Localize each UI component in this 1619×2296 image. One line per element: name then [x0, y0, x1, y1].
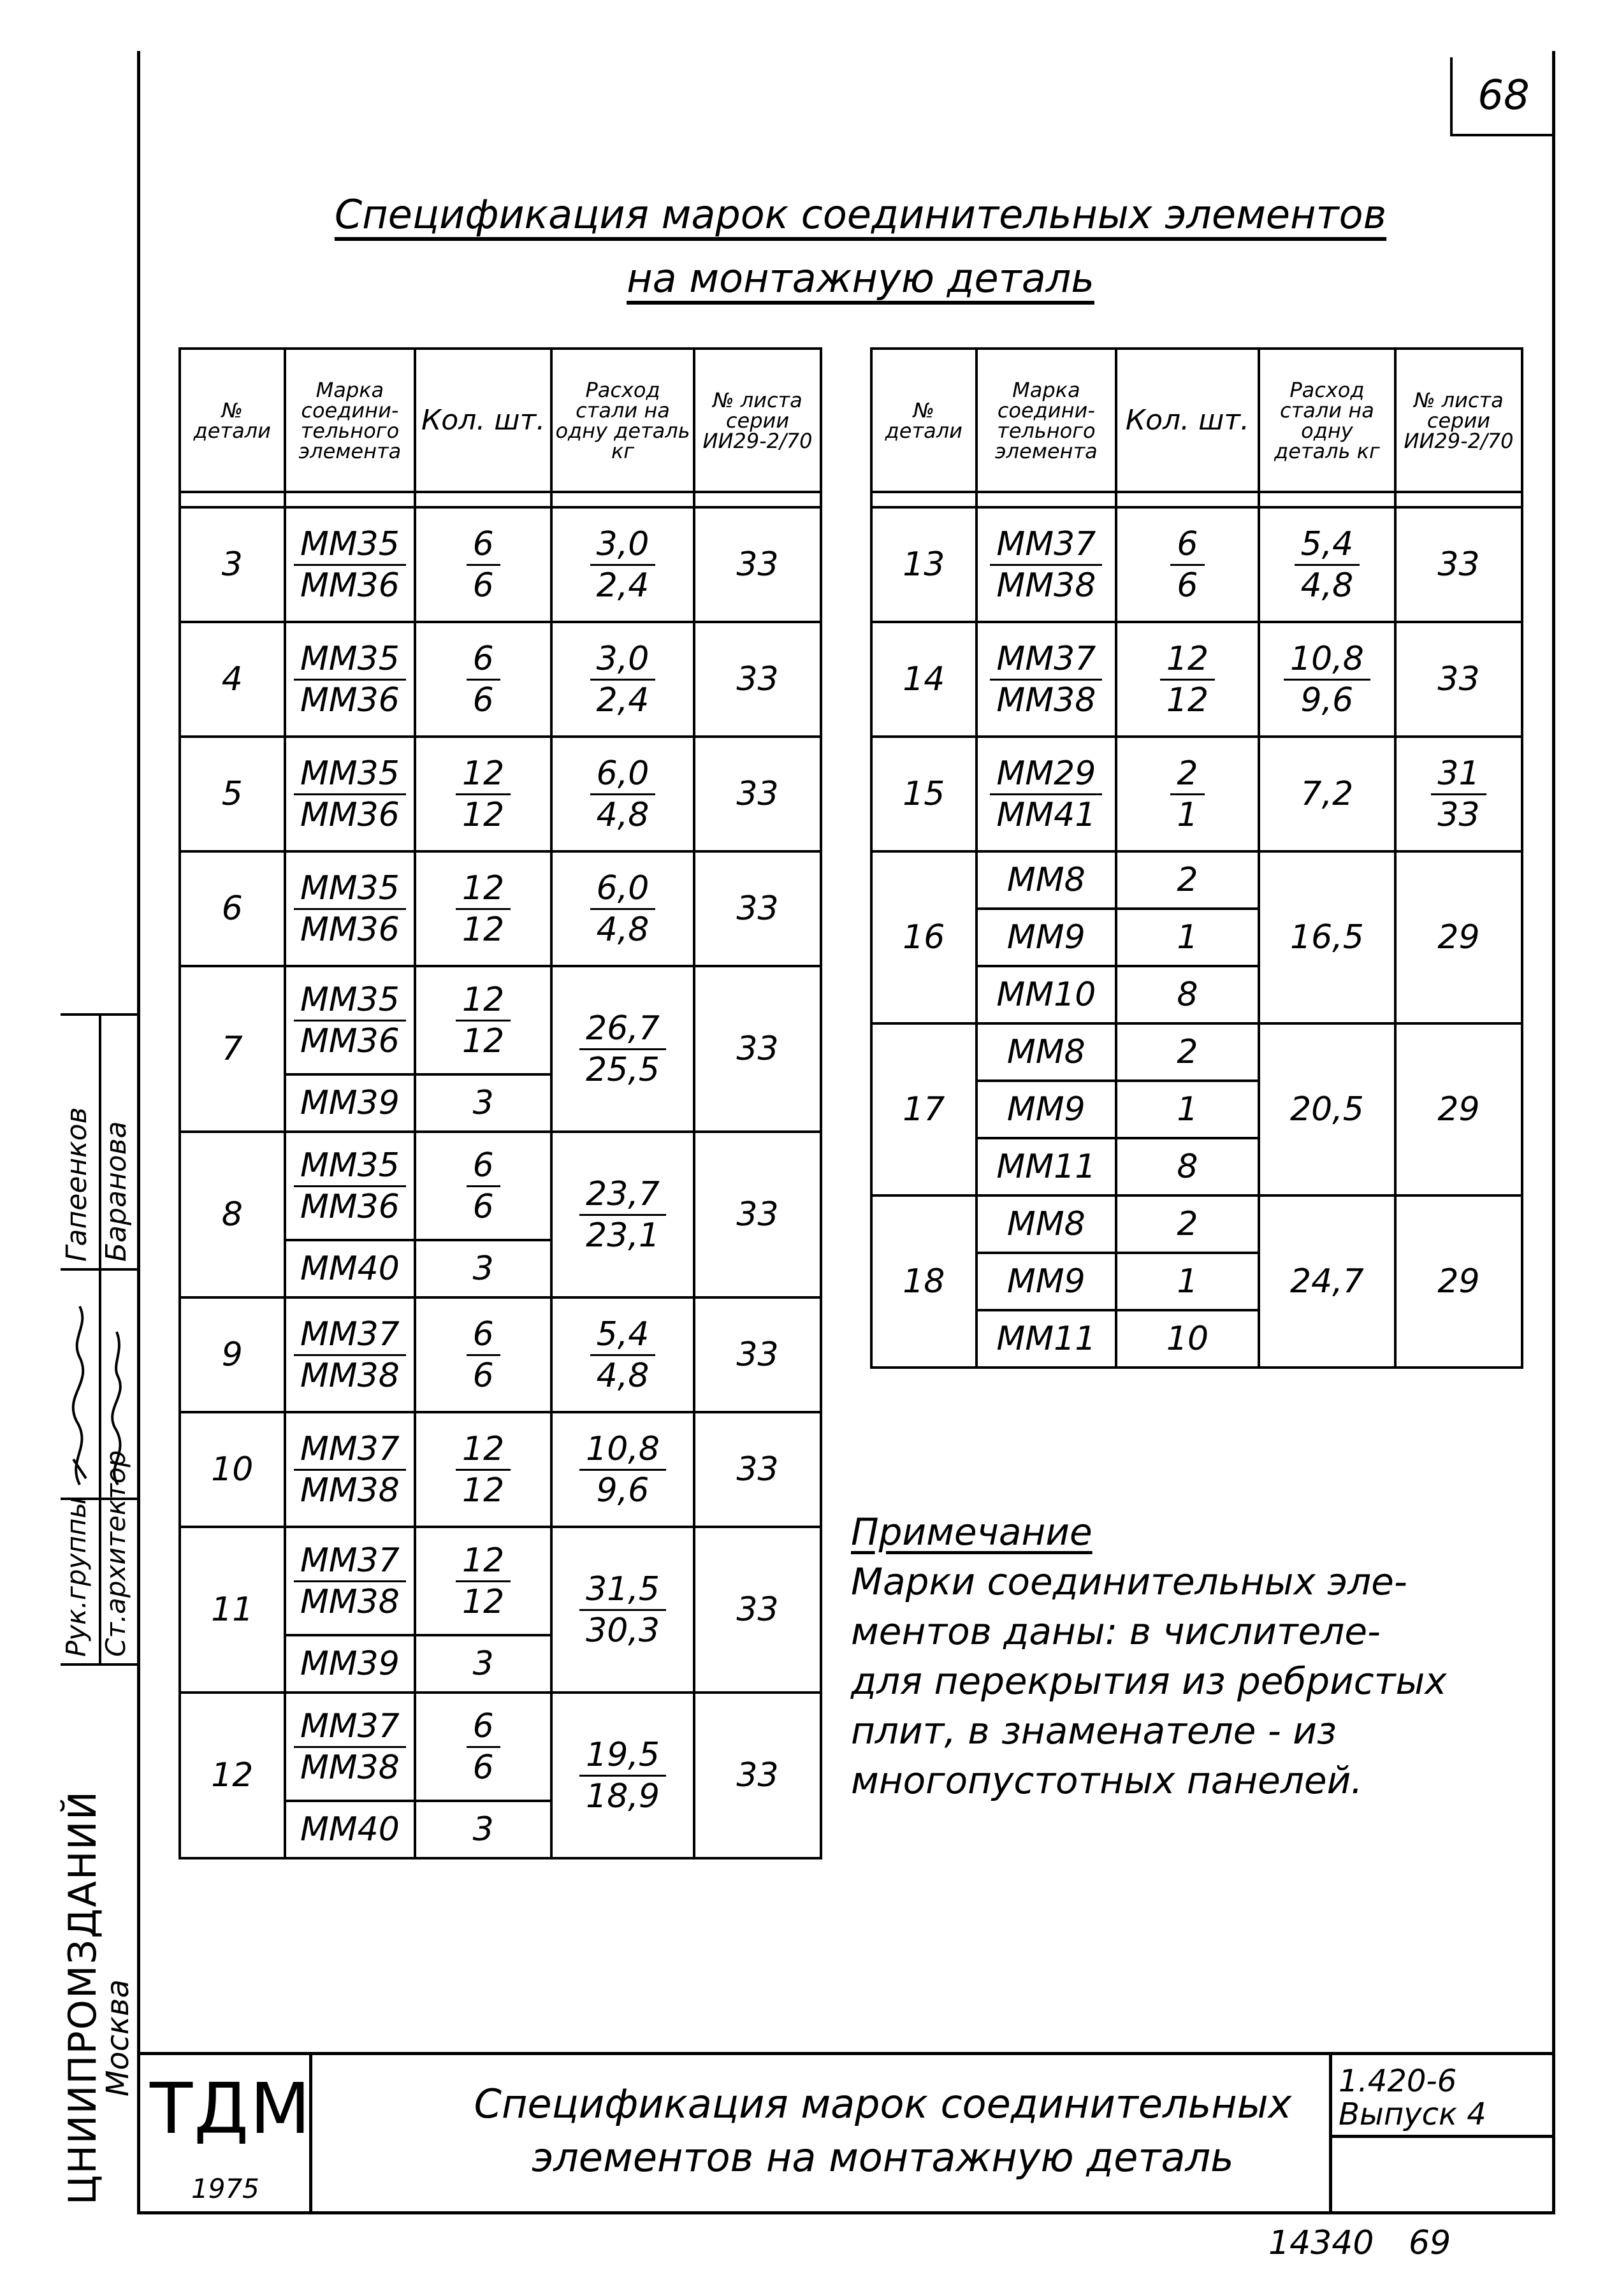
qty-value-denominator: 6	[472, 1748, 494, 1787]
steel-value-numerator: 5,4	[1295, 524, 1360, 566]
detail-number: 14	[871, 622, 976, 737]
mark-value-denominator: ММ38	[300, 1471, 400, 1510]
sheet-cell: 33	[694, 966, 821, 1132]
header-qty: Кол. шт.	[1116, 349, 1259, 492]
mark-cell	[285, 622, 416, 737]
mark-value	[990, 754, 1102, 835]
title-line1-text: Спецификация марок соединительных элементов	[334, 191, 1387, 238]
mark-value	[294, 1315, 406, 1396]
qty-value-denominator: 6	[1177, 566, 1198, 605]
qty-value-denominator: 12	[462, 1471, 505, 1510]
qty-value-numerator: 12	[456, 869, 511, 910]
qty-value	[467, 1146, 500, 1227]
note-line: для перекрытия из ребристых	[851, 1659, 1447, 1703]
table-row	[871, 851, 1522, 909]
qty-cell: 1	[1116, 1253, 1259, 1310]
qty-value	[1160, 639, 1215, 720]
qty-cell	[1116, 507, 1259, 622]
mark-value	[990, 524, 1102, 605]
sheet-cell: 33	[694, 851, 821, 966]
table-row	[180, 1527, 821, 1635]
mark-value-numerator: ММ35	[294, 524, 406, 566]
detail-number: 7	[180, 966, 285, 1132]
mark-cell	[285, 737, 416, 851]
steel-value	[579, 1735, 666, 1816]
mark-value-numerator: ММ37	[294, 1315, 406, 1356]
logo-year: 1975	[191, 2173, 259, 2204]
qty-value-denominator: 6	[472, 1187, 494, 1226]
qty-cell	[415, 1297, 551, 1412]
side-city: Москва	[100, 1979, 136, 2097]
stamp-title	[328, 2077, 1437, 2184]
qty-value	[456, 1429, 511, 1510]
mark-value	[294, 980, 406, 1061]
steel-value-denominator: 9,6	[1300, 681, 1354, 719]
qty-cell	[415, 1412, 551, 1527]
qty-value	[456, 1541, 511, 1622]
qty-cell	[1116, 622, 1259, 737]
table-row	[180, 966, 821, 1074]
header-mark: Марка соедини-тельного элемента	[285, 349, 416, 492]
qty-cell	[415, 966, 551, 1074]
steel-value-numerator: 31,5	[579, 1570, 666, 1611]
sheet-cell: 33	[694, 1297, 821, 1412]
mark-value-denominator: ММ36	[300, 795, 400, 834]
qty-cell: 3	[415, 1801, 551, 1858]
stamp-code	[1339, 2065, 1486, 2131]
steel-value-numerator: 5,4	[590, 1315, 656, 1356]
qty-cell: 1	[1116, 909, 1259, 966]
steel-cell	[551, 851, 694, 966]
detail-number: 4	[180, 622, 285, 737]
detail-number: 15	[871, 737, 976, 851]
steel-cell	[551, 1297, 694, 1412]
mark-cell	[285, 1412, 416, 1527]
mark-value-numerator: ММ37	[294, 1541, 406, 1582]
header-steel: Расход стали на одну деталь кг	[1259, 349, 1395, 492]
steel-value	[579, 1429, 666, 1510]
signatures	[61, 1268, 137, 1498]
qty-value-numerator: 12	[456, 980, 511, 1022]
header-mark: Марка соедини-тельного элемента	[976, 349, 1117, 492]
logo: ТДМ	[150, 2068, 312, 2149]
mark-value	[294, 754, 406, 835]
steel-value	[579, 1570, 666, 1650]
mark-value	[294, 1707, 406, 1787]
mark-value-numerator: ММ37	[294, 1429, 406, 1471]
note-line: многопустотных панелей.	[851, 1759, 1363, 1802]
header-gap-row	[871, 492, 1522, 507]
sheet-cell: 33	[694, 622, 821, 737]
steel-cell	[551, 1527, 694, 1693]
qty-value-numerator: 6	[467, 524, 500, 566]
footer-page: 69	[1409, 2224, 1451, 2262]
mark-value-denominator: ММ38	[300, 1582, 400, 1621]
steel-value	[590, 1315, 656, 1396]
mark-cell: ММ8	[976, 1195, 1117, 1253]
steel-value	[590, 869, 656, 949]
qty-value-numerator: 12	[456, 754, 511, 795]
mark-value	[294, 1146, 406, 1227]
header-qty: Кол. шт.	[415, 349, 551, 492]
mark-cell	[976, 737, 1117, 851]
header-sheet: № листа серии ИИ29-2/70	[1395, 349, 1522, 492]
mark-value-denominator: ММ38	[996, 681, 1096, 719]
steel-value-denominator: 25,5	[586, 1050, 660, 1089]
table-row	[180, 737, 821, 851]
mark-value-numerator: ММ29	[990, 754, 1102, 795]
mark-cell: ММ9	[976, 1081, 1117, 1138]
mark-cell	[976, 507, 1117, 622]
qty-cell	[415, 622, 551, 737]
page-number: 68	[1450, 57, 1555, 136]
sheet-value-denominator: 33	[1437, 795, 1480, 834]
mark-value	[294, 1429, 406, 1510]
qty-value-denominator: 12	[462, 795, 505, 834]
qty-value	[456, 980, 511, 1061]
steel-cell	[551, 1412, 694, 1527]
mark-value	[294, 1541, 406, 1622]
sheet-cell: 33	[694, 507, 821, 622]
qty-cell	[415, 851, 551, 966]
table-row	[180, 1693, 821, 1801]
mark-value-numerator: ММ35	[294, 1146, 406, 1187]
header-steel: Расход стали на одну деталь кг	[551, 349, 694, 492]
note-line: Марки соединительных эле-	[851, 1560, 1407, 1603]
table-row	[871, 737, 1522, 851]
gap-cell	[551, 492, 694, 507]
steel-value-numerator: 23,7	[579, 1174, 666, 1216]
qty-value-numerator: 6	[1170, 524, 1204, 566]
mark-cell: ММ9	[976, 1253, 1117, 1310]
detail-number: 17	[871, 1023, 976, 1195]
mark-cell: ММ40	[285, 1240, 416, 1297]
qty-value-denominator: 6	[472, 566, 494, 605]
qty-cell	[415, 507, 551, 622]
steel-cell	[551, 737, 694, 851]
mark-cell: ММ11	[976, 1138, 1117, 1195]
table-header-row	[180, 349, 821, 492]
mark-value	[294, 524, 406, 605]
steel-cell	[1259, 622, 1395, 737]
note-line: ментов даны: в числителе-	[851, 1610, 1381, 1653]
qty-value-denominator: 12	[462, 1022, 505, 1060]
steel-cell	[551, 1132, 694, 1297]
qty-cell: 10	[1116, 1310, 1259, 1368]
steel-value	[590, 639, 656, 720]
steel-value-denominator: 9,6	[596, 1471, 650, 1510]
note-block	[851, 1507, 1539, 1805]
gap-cell	[285, 492, 416, 507]
gap-cell	[1116, 492, 1259, 507]
gap-cell	[1395, 492, 1522, 507]
side-role2: Ст.архитектор	[100, 1450, 131, 1657]
steel-value	[590, 754, 656, 835]
detail-number: 10	[180, 1412, 285, 1527]
table-row	[871, 507, 1522, 622]
qty-value-numerator: 2	[1170, 754, 1204, 795]
steel-cell: 7,2	[1259, 737, 1395, 851]
side-role1: Рук.группы	[61, 1497, 92, 1657]
steel-value-numerator: 3,0	[590, 639, 656, 681]
detail-number: 8	[180, 1132, 285, 1297]
qty-value-denominator: 12	[1166, 681, 1209, 719]
detail-number: 12	[180, 1693, 285, 1858]
steel-value-denominator: 4,8	[596, 910, 650, 949]
qty-value	[1170, 754, 1204, 835]
table-row	[180, 851, 821, 966]
stamp-title-line1: Спецификация марок соединительных	[474, 2081, 1292, 2127]
mark-cell: ММ40	[285, 1801, 416, 1858]
steel-value	[590, 524, 656, 605]
spec-table-right	[870, 347, 1523, 1369]
mark-cell	[285, 1297, 416, 1412]
qty-value-numerator: 6	[467, 1707, 500, 1748]
spec-table-left	[178, 347, 822, 1859]
detail-number: 18	[871, 1195, 976, 1368]
qty-cell: 2	[1116, 851, 1259, 909]
mark-cell	[976, 622, 1117, 737]
stamp-title-line2: элементов на монтажную деталь	[532, 2134, 1234, 2181]
sheet-cell: 29	[1395, 851, 1522, 1023]
sheet-cell	[1395, 737, 1522, 851]
qty-value-numerator: 12	[456, 1429, 511, 1471]
steel-value-denominator: 2,4	[596, 681, 650, 719]
side-block	[61, 1013, 140, 2211]
title-line2	[268, 255, 1453, 301]
mark-value-numerator: ММ37	[294, 1707, 406, 1748]
detail-number: 6	[180, 851, 285, 966]
table-row	[871, 1195, 1522, 1253]
qty-value	[456, 869, 511, 949]
steel-cell	[1259, 507, 1395, 622]
qty-cell: 2	[1116, 1023, 1259, 1081]
mark-cell: ММ9	[976, 909, 1117, 966]
gap-cell	[871, 492, 976, 507]
mark-value-denominator: ММ41	[996, 795, 1096, 834]
qty-value-denominator: 6	[472, 1356, 494, 1395]
steel-cell	[551, 1693, 694, 1858]
table-row	[180, 507, 821, 622]
steel-value-numerator: 6,0	[590, 869, 656, 910]
header-detail-no: № детали	[180, 349, 285, 492]
qty-cell	[1116, 737, 1259, 851]
mark-value-denominator: ММ38	[300, 1356, 400, 1395]
steel-cell: 16,5	[1259, 851, 1395, 1023]
qty-value	[1170, 524, 1204, 605]
frame-right-border	[1552, 51, 1555, 2211]
steel-cell: 20,5	[1259, 1023, 1395, 1195]
steel-value-denominator: 23,1	[586, 1216, 660, 1255]
steel-cell	[551, 966, 694, 1132]
mark-value-denominator: ММ36	[300, 1022, 400, 1060]
header-sheet: № листа серии ИИ29-2/70	[694, 349, 821, 492]
note-line: плит, в знаменателе - из	[851, 1709, 1337, 1752]
title-block	[137, 2052, 1552, 2214]
mark-value-denominator: ММ38	[996, 566, 1096, 605]
qty-cell: 1	[1116, 1081, 1259, 1138]
stamp-divider	[309, 2055, 312, 2214]
steel-value-denominator: 18,9	[586, 1777, 660, 1816]
mark-value	[990, 639, 1102, 720]
mark-cell	[285, 1132, 416, 1240]
steel-value-denominator: 4,8	[596, 795, 650, 834]
mark-value-denominator: ММ36	[300, 1187, 400, 1226]
mark-value-denominator: ММ36	[300, 681, 400, 719]
stamp-code-divider	[1329, 2135, 1552, 2138]
mark-cell	[285, 1527, 416, 1635]
sheet-cell: 33	[694, 1693, 821, 1858]
mark-value-denominator: ММ36	[300, 910, 400, 949]
steel-value-denominator: 30,3	[586, 1611, 660, 1650]
mark-cell	[285, 851, 416, 966]
steel-value-numerator: 10,8	[579, 1429, 666, 1471]
sheet-cell: 33	[1395, 507, 1522, 622]
qty-value	[456, 754, 511, 835]
qty-value-numerator: 12	[1160, 639, 1215, 681]
sheet-value	[1431, 754, 1486, 835]
sheet-cell: 29	[1395, 1195, 1522, 1368]
steel-value	[579, 1009, 666, 1090]
detail-number: 16	[871, 851, 976, 1023]
steel-cell: 24,7	[1259, 1195, 1395, 1368]
table-row	[180, 1297, 821, 1412]
qty-value	[467, 639, 500, 720]
sheet-cell: 29	[1395, 1023, 1522, 1195]
mark-cell	[285, 507, 416, 622]
mark-cell: ММ39	[285, 1074, 416, 1132]
gap-cell	[976, 492, 1117, 507]
gap-cell	[694, 492, 821, 507]
qty-cell	[415, 1527, 551, 1635]
qty-cell: 3	[415, 1074, 551, 1132]
qty-cell: 8	[1116, 1138, 1259, 1195]
qty-value-numerator: 6	[467, 1315, 500, 1356]
sheet-value-numerator: 31	[1431, 754, 1486, 795]
qty-cell: 3	[415, 1240, 551, 1297]
steel-value	[579, 1174, 666, 1255]
table-row	[180, 1412, 821, 1527]
detail-number: 9	[180, 1297, 285, 1412]
qty-value	[467, 524, 500, 605]
qty-value-denominator: 12	[462, 910, 505, 949]
mark-value-numerator: ММ37	[990, 639, 1102, 681]
qty-cell	[415, 737, 551, 851]
steel-value-numerator: 10,8	[1284, 639, 1370, 681]
gap-cell	[1259, 492, 1395, 507]
mark-cell: ММ10	[976, 966, 1117, 1023]
steel-value-numerator: 26,7	[579, 1009, 666, 1050]
sheet-cell: 33	[694, 737, 821, 851]
qty-cell: 2	[1116, 1195, 1259, 1253]
qty-value-numerator: 12	[456, 1541, 511, 1582]
steel-value	[1295, 524, 1360, 605]
mark-value-numerator: ММ35	[294, 754, 406, 795]
detail-number: 5	[180, 737, 285, 851]
mark-cell: ММ8	[976, 1023, 1117, 1081]
mark-value-numerator: ММ35	[294, 869, 406, 910]
sheet-cell: 33	[694, 1132, 821, 1297]
detail-number: 11	[180, 1527, 285, 1693]
steel-value-numerator: 3,0	[590, 524, 656, 566]
title-line1	[268, 191, 1453, 238]
side-name2: Баранова	[100, 1121, 133, 1262]
steel-value	[1284, 639, 1370, 720]
sheet-cell: 33	[1395, 622, 1522, 737]
qty-value	[467, 1315, 500, 1396]
qty-value-numerator: 6	[467, 639, 500, 681]
table-row	[871, 1023, 1522, 1081]
mark-value-numerator: ММ35	[294, 980, 406, 1022]
header-gap-row	[180, 492, 821, 507]
gap-cell	[180, 492, 285, 507]
stamp-code-line1: 1.420-6	[1339, 2063, 1457, 2099]
mark-cell	[285, 1693, 416, 1801]
sheet-cell: 33	[694, 1527, 821, 1693]
mark-value	[294, 869, 406, 949]
steel-value-denominator: 4,8	[1300, 566, 1354, 605]
table-row	[871, 622, 1522, 737]
qty-cell	[415, 1693, 551, 1801]
mark-value-denominator: ММ38	[300, 1748, 400, 1787]
qty-value-denominator: 1	[1177, 795, 1198, 834]
steel-value-denominator: 4,8	[596, 1356, 650, 1395]
side-org: ЦНИИПРОМЗДАНИЙ	[61, 1789, 105, 2205]
qty-value	[467, 1707, 500, 1787]
mark-value-numerator: ММ35	[294, 639, 406, 681]
detail-number: 3	[180, 507, 285, 622]
mark-cell: ММ8	[976, 851, 1117, 909]
qty-cell	[415, 1132, 551, 1240]
note-heading: Примечание	[851, 1510, 1093, 1554]
qty-value-numerator: 6	[467, 1146, 500, 1187]
mark-cell	[285, 966, 416, 1074]
mark-value-numerator: ММ37	[990, 524, 1102, 566]
steel-cell	[551, 507, 694, 622]
qty-value-denominator: 6	[472, 681, 494, 719]
mark-value	[294, 639, 406, 720]
table-row	[180, 1132, 821, 1240]
detail-number: 13	[871, 507, 976, 622]
table-header-row	[871, 349, 1522, 492]
sheet-cell: 33	[694, 1412, 821, 1527]
side-name1: Гапеенков	[61, 1107, 93, 1262]
gap-cell	[415, 492, 551, 507]
mark-cell: ММ39	[285, 1635, 416, 1693]
qty-cell: 3	[415, 1635, 551, 1693]
qty-value-denominator: 12	[462, 1582, 505, 1621]
table-row	[180, 622, 821, 737]
mark-value-denominator: ММ36	[300, 566, 400, 605]
mark-cell: ММ11	[976, 1310, 1117, 1368]
steel-value-numerator: 19,5	[579, 1735, 666, 1777]
stamp-code-line2: Выпуск 4	[1339, 2097, 1486, 2132]
title-line2-text: на монтажную деталь	[627, 255, 1094, 301]
steel-cell	[551, 622, 694, 737]
qty-cell: 8	[1116, 966, 1259, 1023]
steel-value-denominator: 2,4	[596, 566, 650, 605]
footer-number: 14340	[1268, 2224, 1374, 2262]
steel-value-numerator: 6,0	[590, 754, 656, 795]
header-detail-no: № детали	[871, 349, 976, 492]
